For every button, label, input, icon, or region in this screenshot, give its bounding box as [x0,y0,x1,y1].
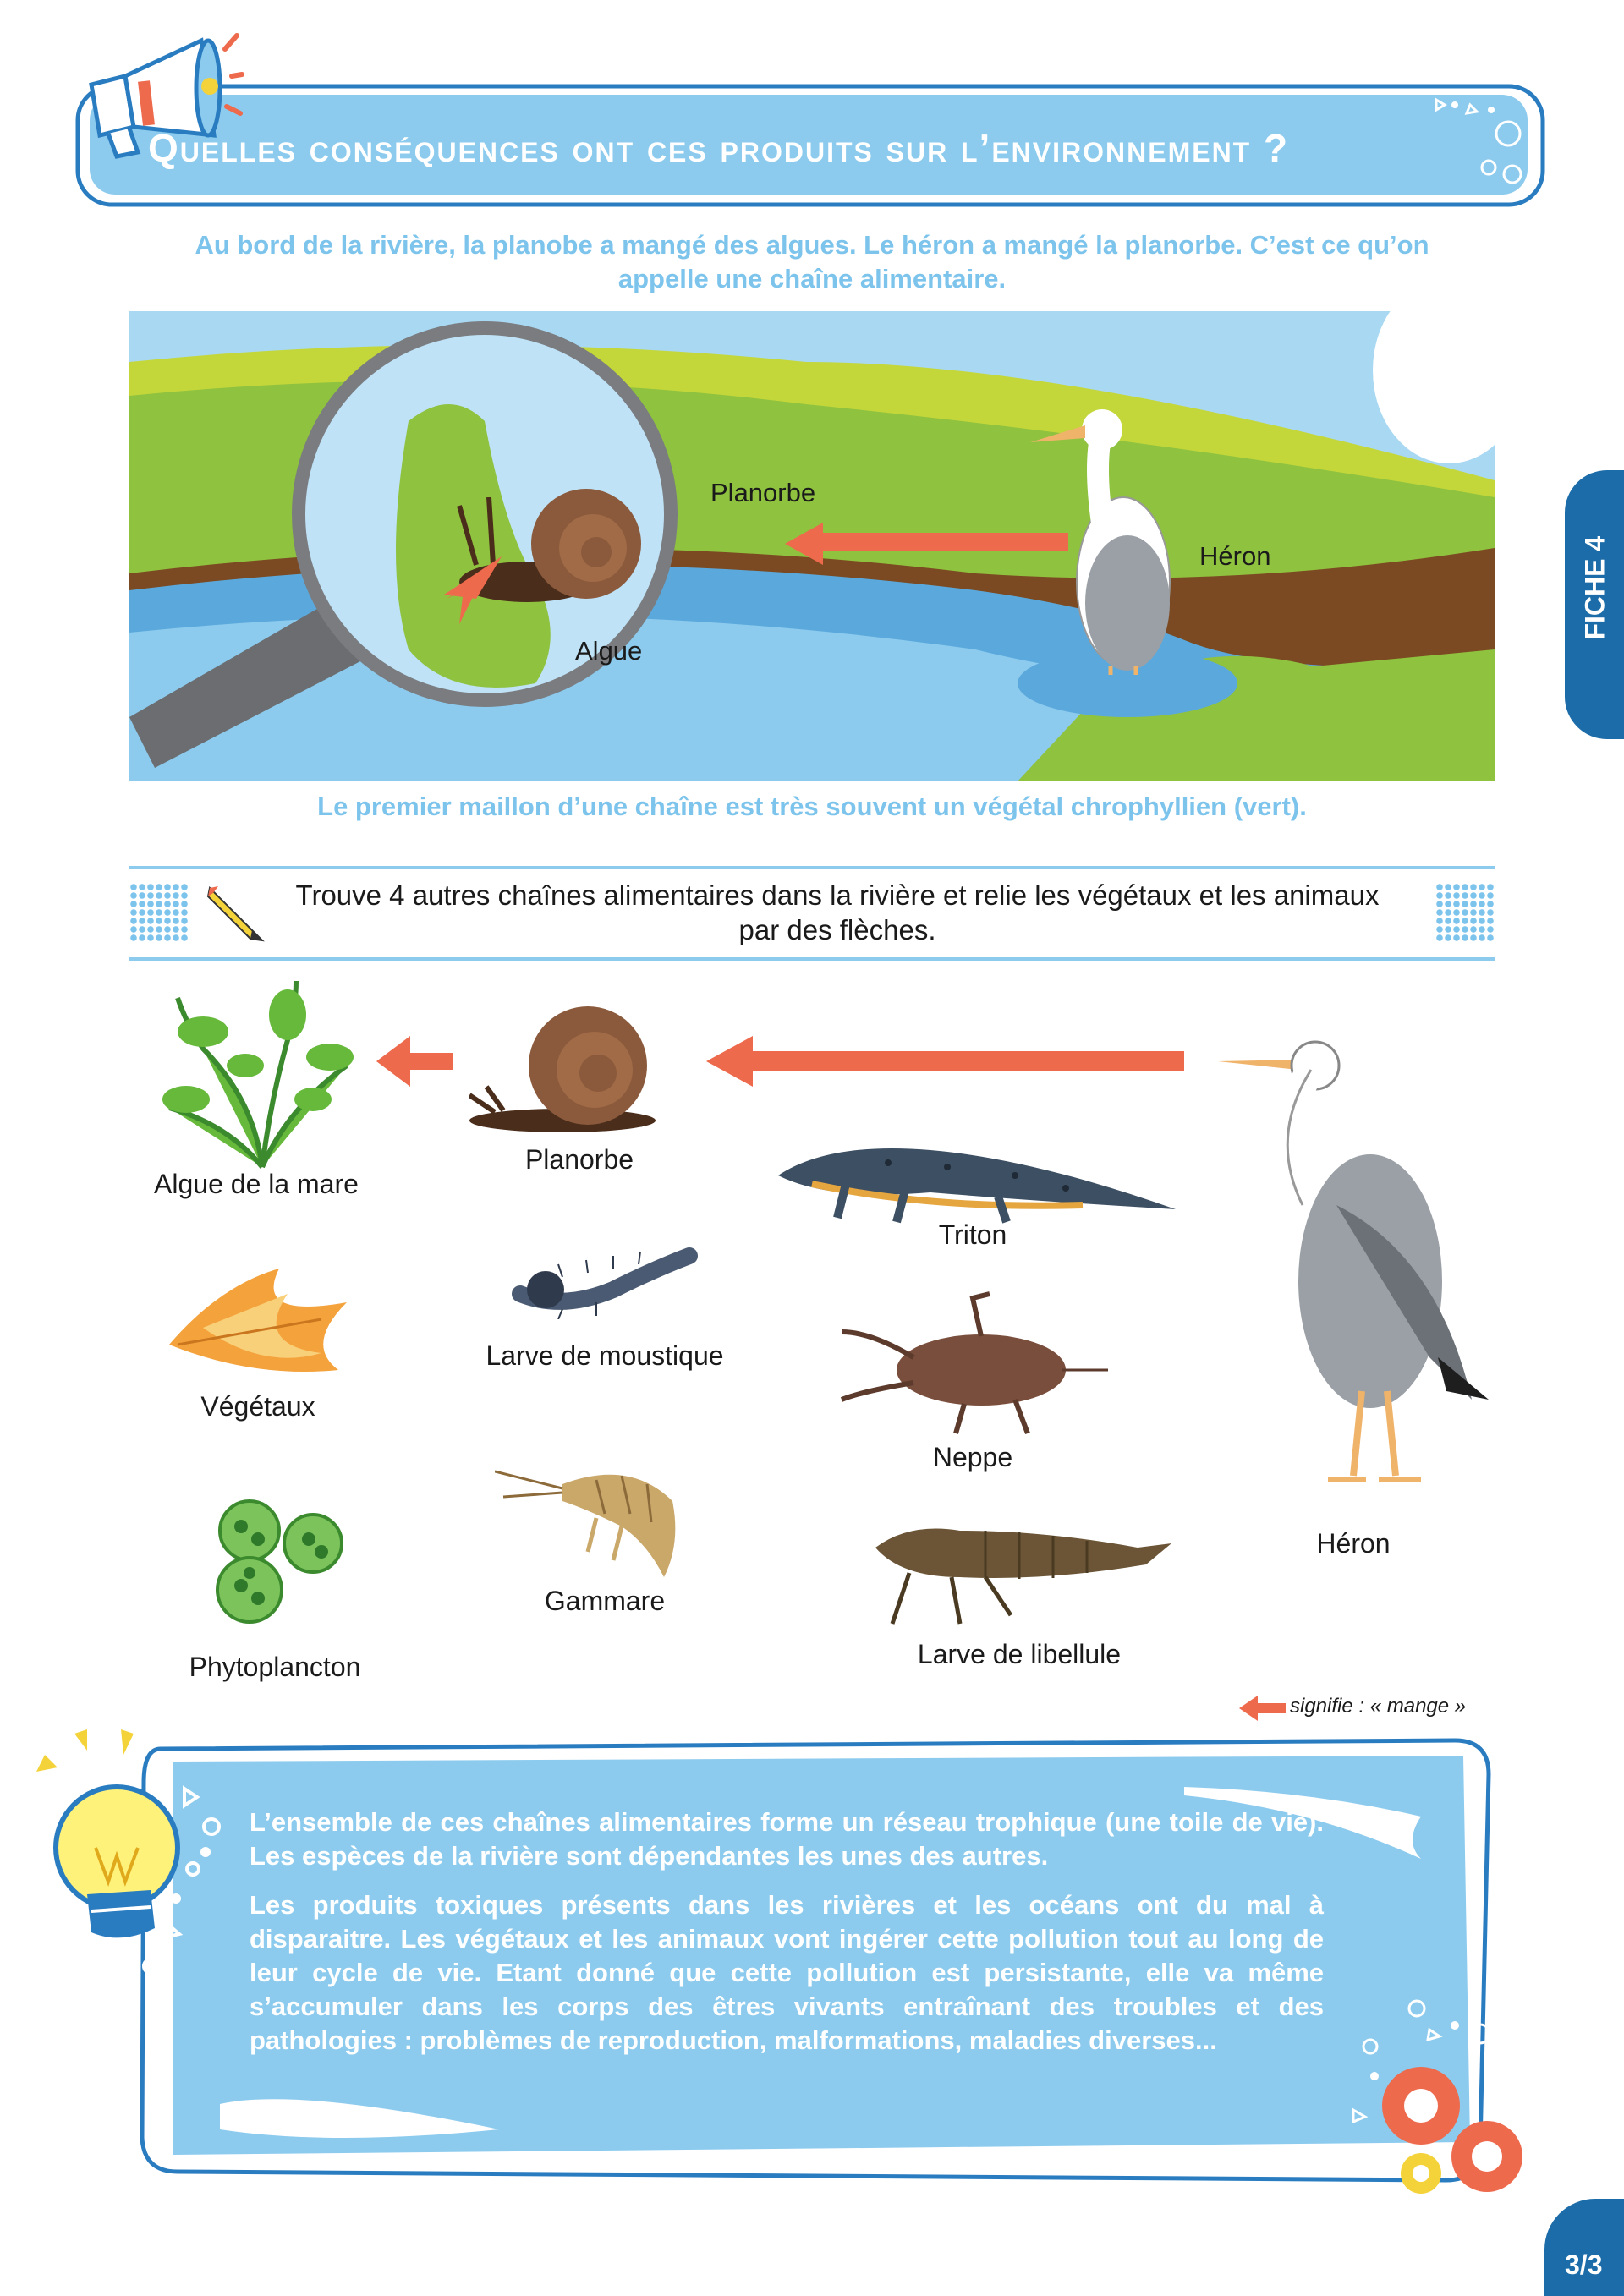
intro-text: Au bord de la rivière, la planobe a mangé des algues. Le héron a mangé la planorbe. C’est ce qu’on appelle une chaîne alimentaire. [195,230,1429,293]
label-vegetaux: Végétaux [200,1391,315,1422]
dot-grid-left [129,883,189,942]
info-paragraph-1: L’ensemble de ces chaînes alimentaires forme un réseau trophique (une toile de vie). Les espèces de la rivière sont dépendantes les unes des autres. [250,1807,1324,1871]
legend-arrow-icon [1239,1696,1286,1721]
legend-text: signifie : « mange » [1290,1695,1467,1718]
algae-illustration [152,973,372,1171]
phytoplankton-illustration [203,1493,355,1628]
snail-illustration [469,1002,672,1133]
label-larve-moustique: Larve de moustique [486,1340,724,1371]
label-larve-libellule: Larve de libellule [917,1639,1122,1669]
dot-grid-right [1435,883,1495,942]
scene-label-heron: Héron [1199,541,1271,571]
gears-icon [1336,1992,1531,2211]
water-scorpion-illustration [837,1290,1108,1438]
label-planorbe: Planorbe [524,1144,634,1175]
label-neppe: Neppe [932,1442,1013,1472]
scene-label-planorbe: Planorbe [710,478,816,507]
lightbulb-icon [24,1721,231,1992]
heron-illustration [1218,1036,1497,1488]
dead-leaves-illustration [152,1252,359,1391]
instruction-top-rule [129,866,1495,869]
first-link-note: Le premier maillon d’une chaîne est très souvent un végétal chrophyllien (vert). [317,792,1307,821]
dragonfly-larva-illustration [859,1505,1171,1632]
label-triton: Triton [938,1219,1007,1250]
instruction-bottom-rule [129,957,1495,961]
mosquito-larva-illustration [512,1243,698,1319]
page-number-tab [1544,2199,1624,2296]
label-algue-mare: Algue de la mare [154,1169,359,1199]
page-number: 3/3 [1565,2249,1603,2280]
river-scene-illustration [129,311,1495,781]
eats-arrow [376,1036,453,1087]
newt-illustration [761,1125,1176,1226]
label-phytoplancton: Phytoplancton [189,1652,361,1682]
pencil-icon [201,879,267,945]
scene-label-algue: Algue [575,636,643,666]
page-title: Quelles conséquences ont ces produits sur l’environnement ? [148,126,1290,170]
info-paragraph-2: Les produits toxiques présents dans les rivières et les océans ont du mal à disparaitre. Les végétaux et les animaux vont ingérer cette pollution tout au long de leur cycle de vie. Etant donné que cette pollution est persistante, elle va même s’accumuler dans les corps des êtres vivants entraînant des troubles et des pathologies : problèmes de reproduction, malformations, maladies diverses... [250,1890,1324,2055]
label-gammare: Gammare [544,1586,666,1616]
gammarus-illustration [495,1450,702,1586]
info-text-block [250,1806,1324,2073]
instruction-text: Trouve 4 autres chaînes alimentaires dans la rivière et relie les végétaux et les animaux par des flèches. [295,879,1380,945]
eats-arrow [706,1036,1184,1087]
fiche-label: FICHE 4 [1579,535,1610,640]
label-heron: Héron [1316,1528,1391,1559]
